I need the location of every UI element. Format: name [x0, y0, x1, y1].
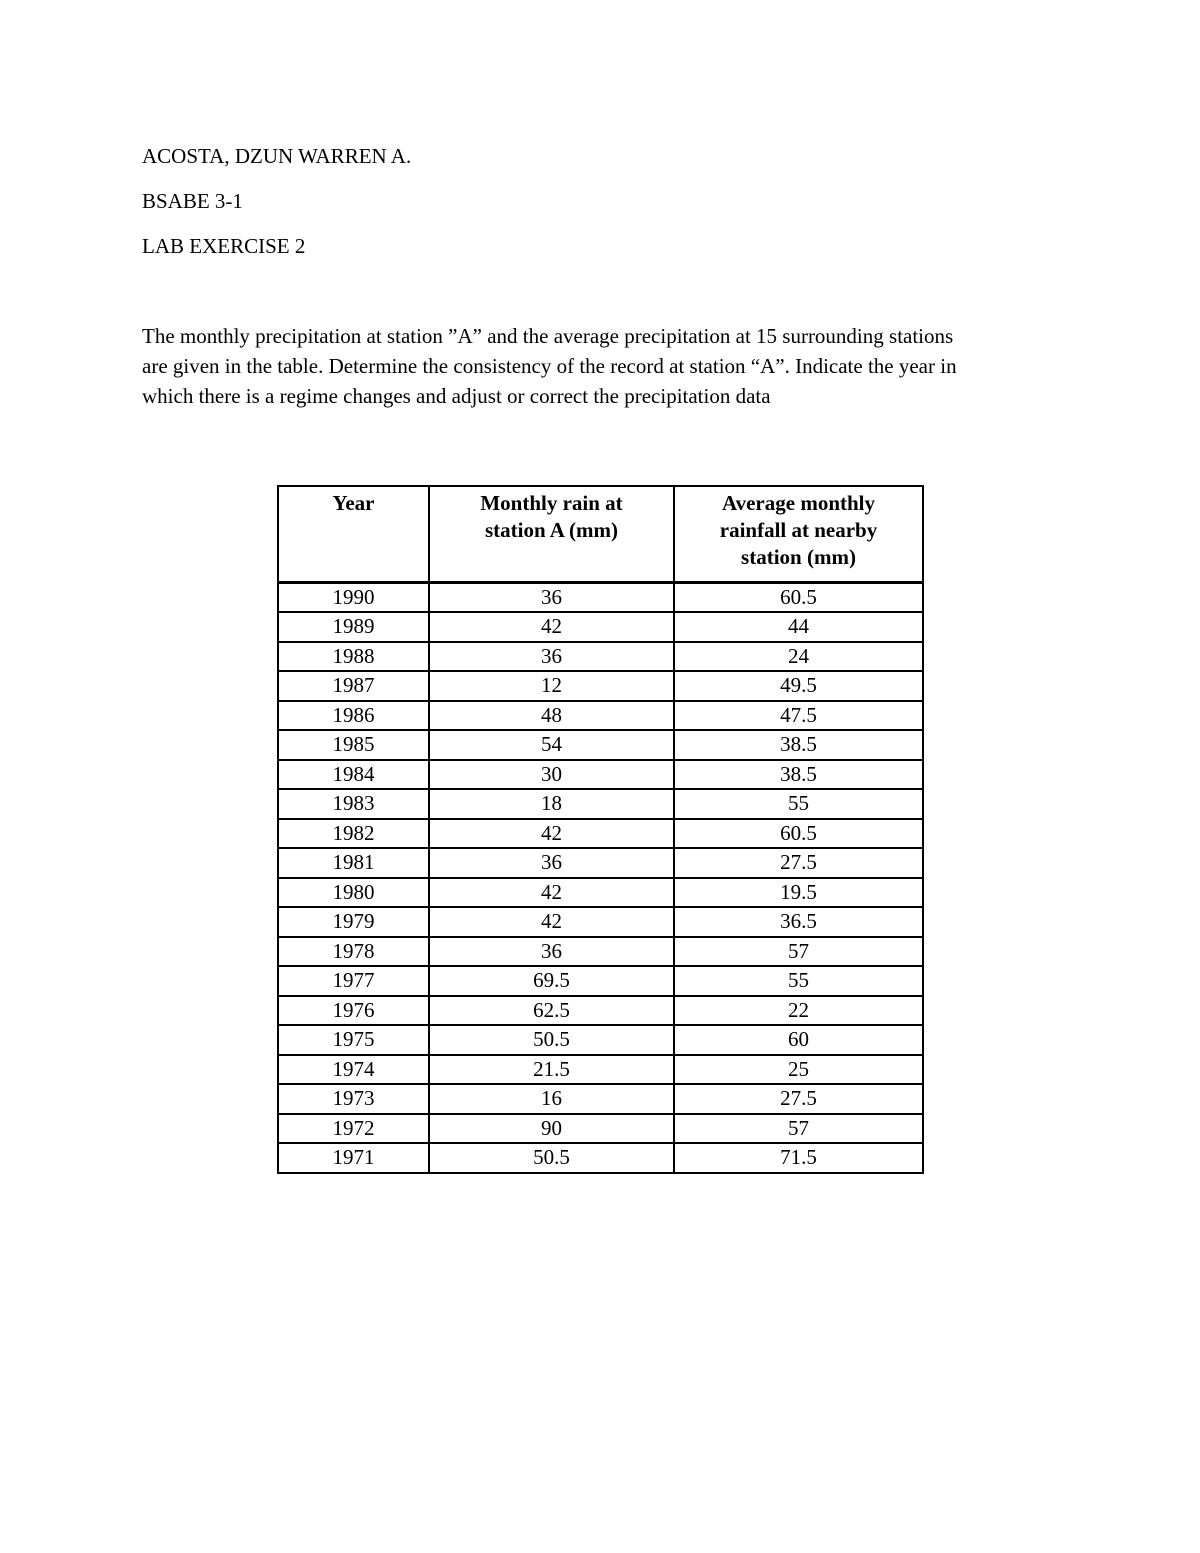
cell-nearby-avg: 44 — [674, 612, 923, 642]
student-section: BSABE 3-1 — [142, 189, 243, 213]
cell-station-a: 42 — [429, 819, 674, 849]
cell-year: 1981 — [278, 848, 429, 878]
table-row — [278, 671, 923, 701]
cell-nearby-avg: 27.5 — [674, 848, 923, 878]
cell-nearby-avg: 60.5 — [674, 582, 923, 612]
cell-station-a: 48 — [429, 701, 674, 731]
cell-station-a: 54 — [429, 730, 674, 760]
cell-station-a: 69.5 — [429, 966, 674, 996]
cell-year: 1977 — [278, 966, 429, 996]
table-row — [278, 966, 923, 996]
header-year: Year — [278, 486, 429, 582]
cell-nearby-avg: 24 — [674, 642, 923, 672]
cell-station-a: 50.5 — [429, 1025, 674, 1055]
cell-station-a: 90 — [429, 1114, 674, 1144]
cell-nearby-avg: 57 — [674, 937, 923, 967]
cell-station-a: 42 — [429, 907, 674, 937]
cell-year: 1980 — [278, 878, 429, 908]
table-row — [278, 730, 923, 760]
header-nearby-average — [674, 486, 923, 582]
precipitation-table — [277, 485, 924, 1174]
table-row — [278, 760, 923, 790]
cell-station-a: 12 — [429, 671, 674, 701]
cell-year: 1978 — [278, 937, 429, 967]
cell-station-a: 21.5 — [429, 1055, 674, 1085]
cell-nearby-avg: 19.5 — [674, 878, 923, 908]
cell-year: 1983 — [278, 789, 429, 819]
cell-year: 1972 — [278, 1114, 429, 1144]
table-row — [278, 878, 923, 908]
header-station-a-rain — [429, 486, 674, 582]
cell-year: 1986 — [278, 701, 429, 731]
table-row — [278, 819, 923, 849]
cell-nearby-avg: 49.5 — [674, 671, 923, 701]
header-station-a-rain-text: Monthly rain at station A (mm) — [480, 491, 623, 542]
table-header-row — [278, 486, 923, 582]
cell-nearby-avg: 60.5 — [674, 819, 923, 849]
cell-nearby-avg: 36.5 — [674, 907, 923, 937]
cell-station-a: 36 — [429, 848, 674, 878]
cell-station-a: 42 — [429, 878, 674, 908]
table-row — [278, 789, 923, 819]
table-row — [278, 1143, 923, 1173]
cell-year: 1979 — [278, 907, 429, 937]
cell-year: 1987 — [278, 671, 429, 701]
cell-nearby-avg: 38.5 — [674, 730, 923, 760]
table-row — [278, 582, 923, 612]
cell-nearby-avg: 55 — [674, 966, 923, 996]
table-row — [278, 937, 923, 967]
cell-nearby-avg: 55 — [674, 789, 923, 819]
student-name: ACOSTA, DZUN WARREN A. — [142, 144, 412, 168]
cell-station-a: 30 — [429, 760, 674, 790]
cell-nearby-avg: 27.5 — [674, 1084, 923, 1114]
cell-year: 1985 — [278, 730, 429, 760]
cell-station-a: 50.5 — [429, 1143, 674, 1173]
cell-station-a: 18 — [429, 789, 674, 819]
table-row — [278, 848, 923, 878]
table-row — [278, 642, 923, 672]
cell-nearby-avg: 22 — [674, 996, 923, 1026]
cell-nearby-avg: 57 — [674, 1114, 923, 1144]
cell-year: 1975 — [278, 1025, 429, 1055]
table-row — [278, 1025, 923, 1055]
cell-year: 1971 — [278, 1143, 429, 1173]
table-row — [278, 1084, 923, 1114]
table-row — [278, 1114, 923, 1144]
cell-nearby-avg: 25 — [674, 1055, 923, 1085]
header-nearby-average-text: Average monthly rainfall at nearby station (mm) — [719, 491, 878, 569]
cell-year: 1974 — [278, 1055, 429, 1085]
cell-station-a: 36 — [429, 937, 674, 967]
table-row — [278, 996, 923, 1026]
cell-station-a: 16 — [429, 1084, 674, 1114]
cell-nearby-avg: 38.5 — [674, 760, 923, 790]
cell-station-a: 36 — [429, 642, 674, 672]
cell-station-a: 62.5 — [429, 996, 674, 1026]
problem-statement — [142, 321, 1062, 411]
table-row — [278, 701, 923, 731]
table-body — [278, 582, 923, 1173]
cell-year: 1976 — [278, 996, 429, 1026]
cell-year: 1984 — [278, 760, 429, 790]
table-row — [278, 907, 923, 937]
cell-year: 1990 — [278, 582, 429, 612]
exercise-title: LAB EXERCISE 2 — [142, 234, 306, 258]
problem-line: which there is a regime changes and adjust or correct the precipitation data — [142, 384, 771, 408]
cell-year: 1973 — [278, 1084, 429, 1114]
cell-station-a: 42 — [429, 612, 674, 642]
cell-year: 1989 — [278, 612, 429, 642]
cell-nearby-avg: 71.5 — [674, 1143, 923, 1173]
cell-station-a: 36 — [429, 582, 674, 612]
cell-year: 1988 — [278, 642, 429, 672]
problem-line: The monthly precipitation at station ”A” and the average precipitation at 15 surrounding stations — [142, 324, 954, 348]
table-row — [278, 612, 923, 642]
cell-nearby-avg: 47.5 — [674, 701, 923, 731]
cell-nearby-avg: 60 — [674, 1025, 923, 1055]
cell-year: 1982 — [278, 819, 429, 849]
problem-line: are given in the table. Determine the consistency of the record at station “A”. Indicate the year in — [142, 354, 957, 378]
table-row — [278, 1055, 923, 1085]
